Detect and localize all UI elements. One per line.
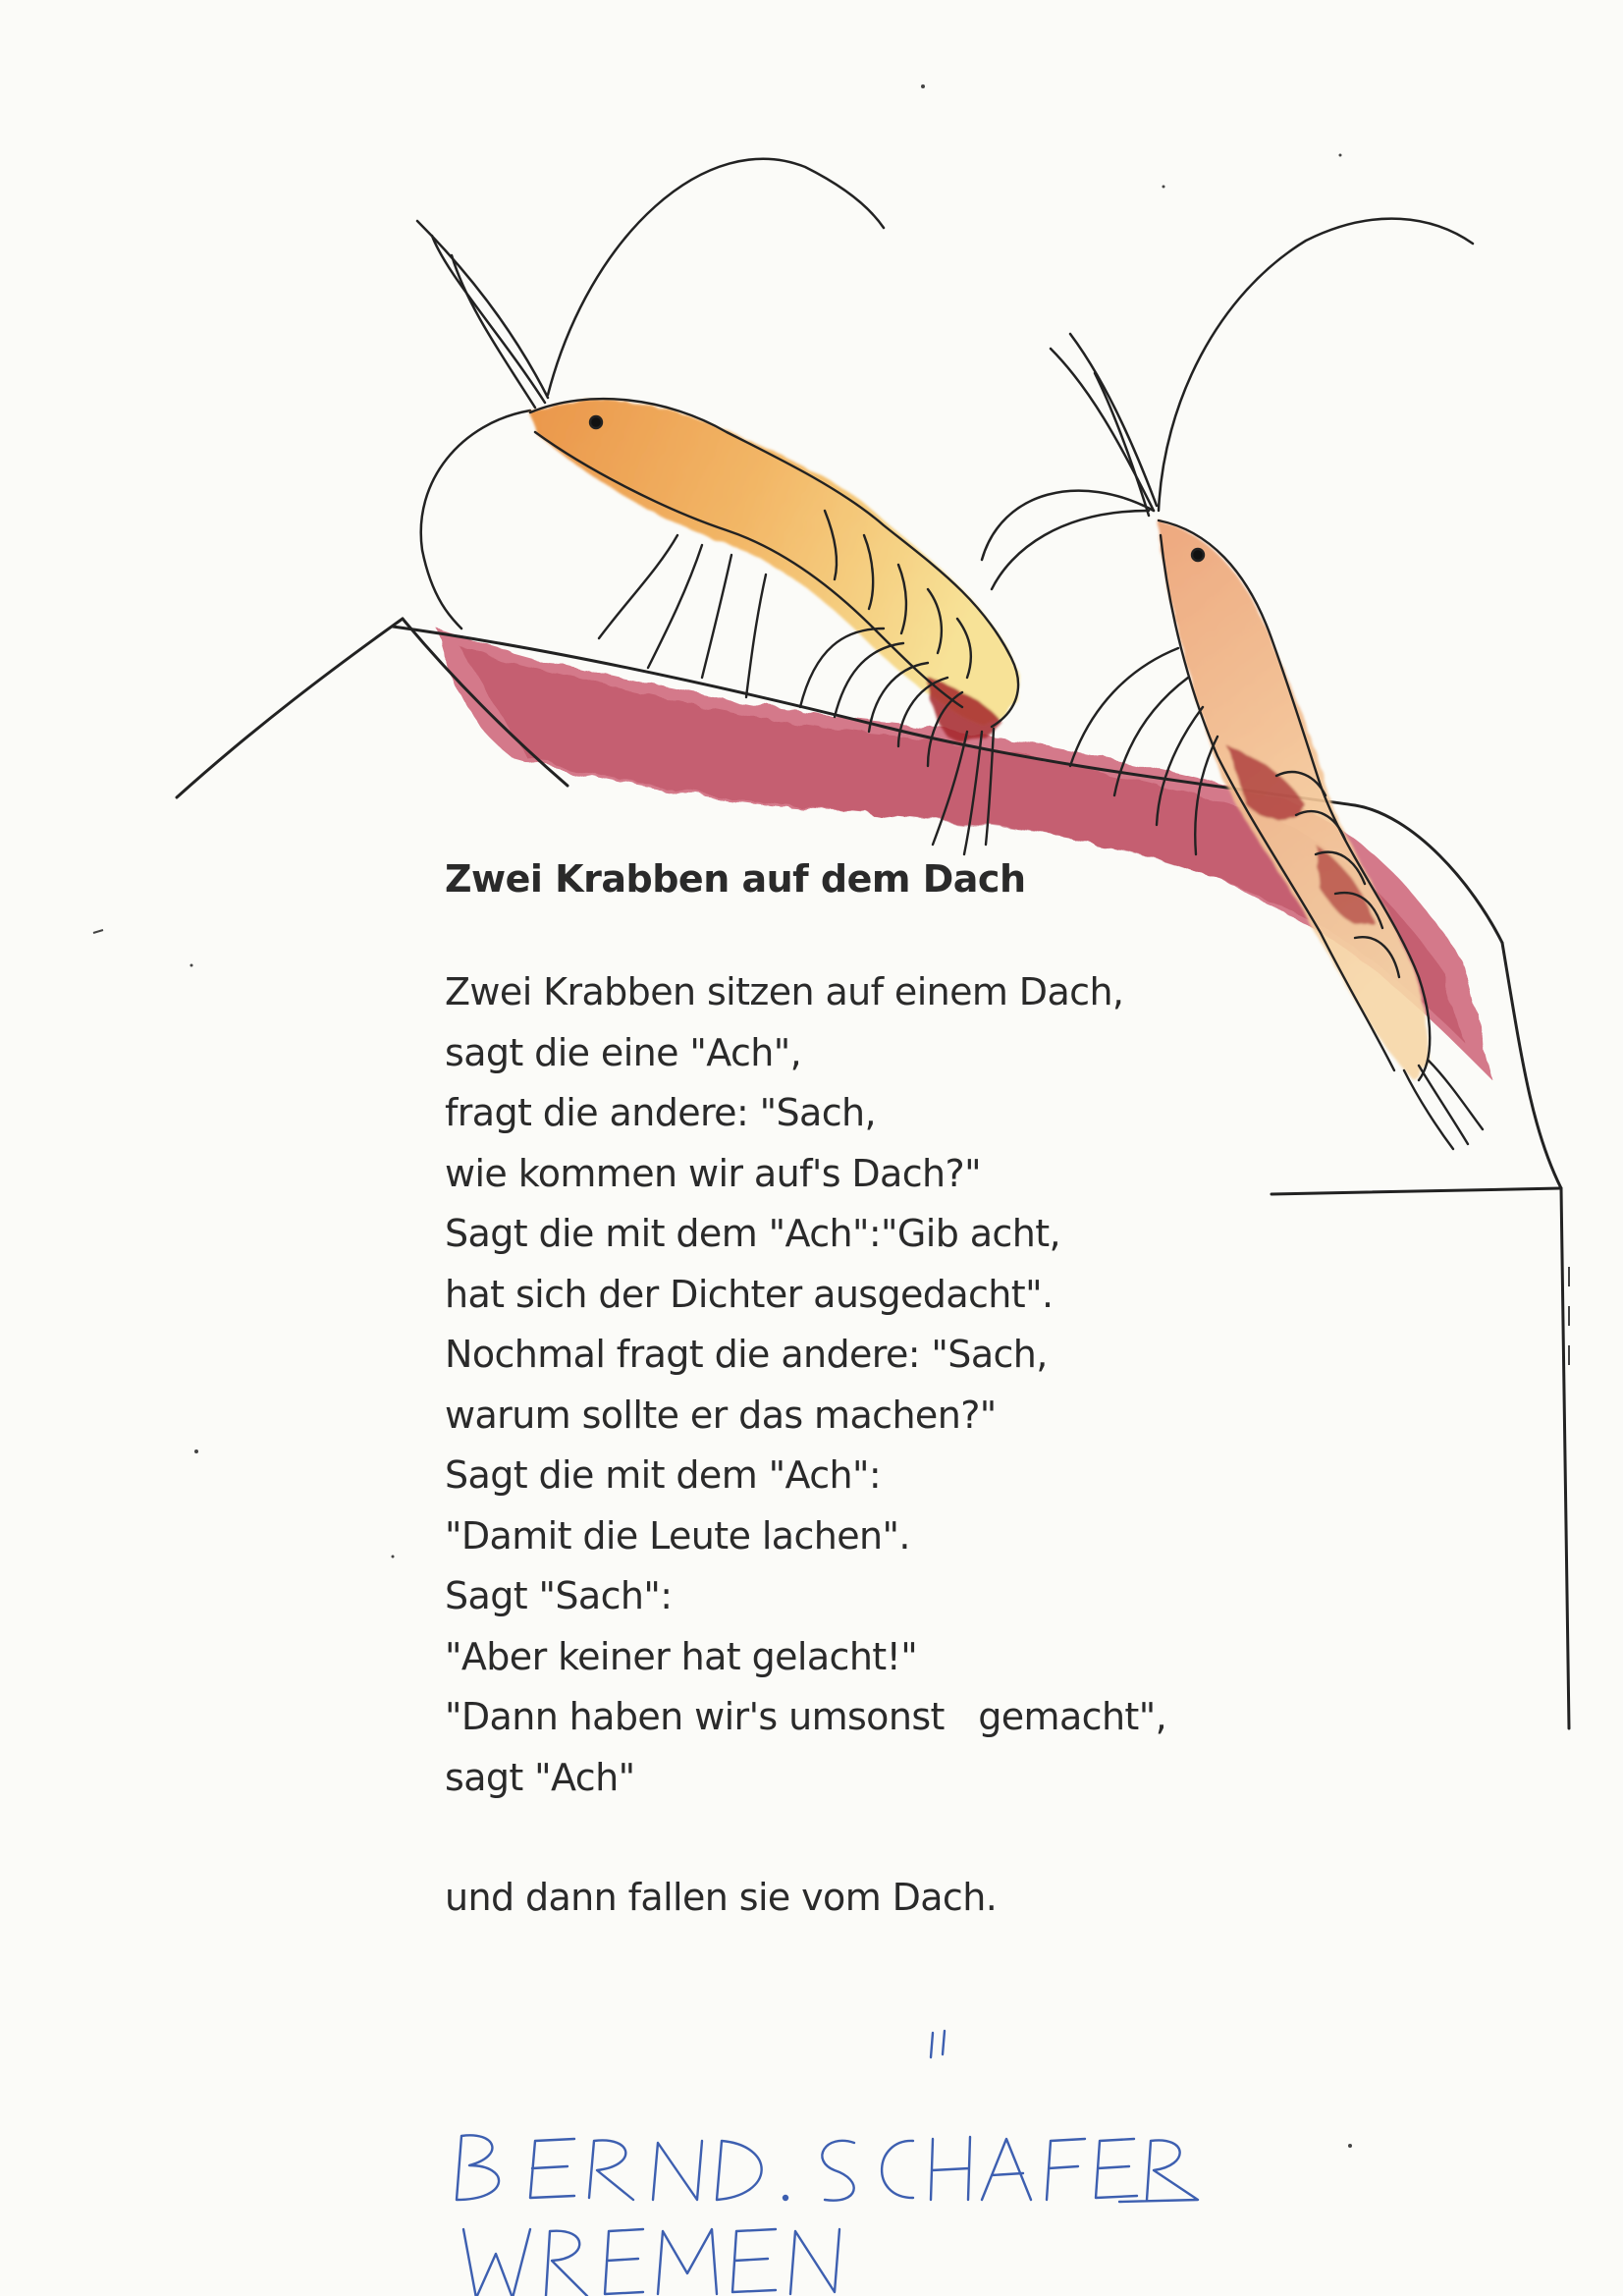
poem-line: Sagt "Sach":	[445, 1574, 673, 1617]
poem-line: Zwei Krabben sitzen auf einem Dach,	[445, 970, 1124, 1013]
poem	[445, 854, 1328, 1929]
poem-line: "Aber keiner hat gelacht!"	[445, 1634, 918, 1678]
poem-line: hat sich der Dichter ausgedacht".	[445, 1272, 1054, 1316]
poem-line: warum sollte er das machen?"	[445, 1393, 997, 1437]
poem-line: Nochmal fragt die andere: "Sach,	[445, 1333, 1048, 1376]
poem-line: wie kommen wir auf's Dach?"	[445, 1151, 981, 1195]
poem-line: "Dann haben wir's umsonst gemacht",	[445, 1695, 1167, 1738]
handwritten-signature	[457, 2031, 1198, 2296]
poem-stanza	[445, 962, 1328, 1808]
poem-line: sagt die eine "Ach",	[445, 1030, 802, 1074]
poem-line: Sagt die mit dem "Ach":	[445, 1453, 882, 1497]
poem-line: sagt "Ach"	[445, 1755, 635, 1799]
poem-line: Sagt die mit dem "Ach":"Gib acht,	[445, 1212, 1060, 1255]
poem-line: fragt die andere: "Sach,	[445, 1091, 876, 1134]
poem-closing-line: und dann fallen sie vom Dach.	[445, 1876, 998, 1919]
poem-line: "Damit die Leute lachen".	[445, 1513, 910, 1558]
poem-title: Zwei Krabben auf dem Dach	[445, 857, 1026, 901]
